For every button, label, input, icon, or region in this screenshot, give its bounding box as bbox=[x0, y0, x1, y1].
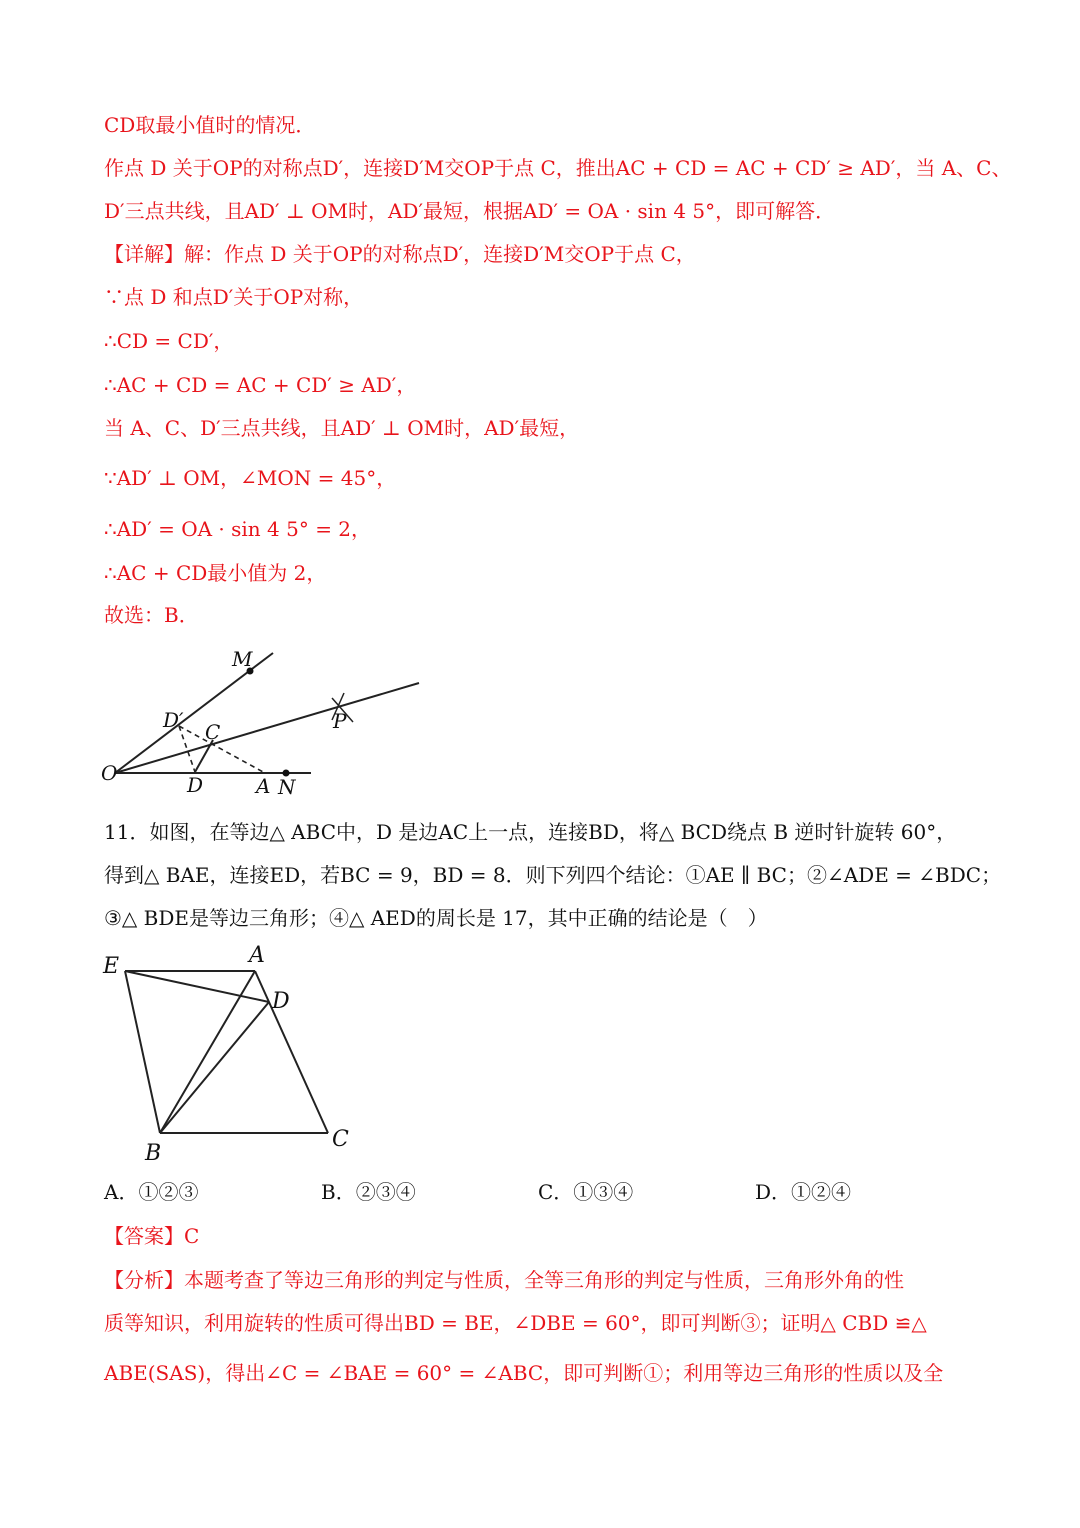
figure-triangles bbox=[95, 940, 365, 1170]
ray-op bbox=[115, 683, 419, 773]
segment-ed bbox=[125, 971, 269, 1002]
answer-line: 【答案】C bbox=[104, 1224, 200, 1248]
label-d-prime: D′ bbox=[163, 708, 184, 732]
option-b: B．②③④ bbox=[321, 1180, 416, 1204]
label-b: B bbox=[145, 1141, 162, 1166]
solution-step-5: ∵AD′ ⊥ OM，∠MON = 45°， bbox=[104, 466, 397, 490]
label-a: A bbox=[256, 774, 271, 798]
segment-eb bbox=[125, 971, 160, 1133]
label-o: O bbox=[101, 761, 118, 785]
figure-angle-mon bbox=[95, 640, 435, 800]
segment-cd bbox=[195, 740, 213, 772]
solution-line-3: D′三点共线，且AD′ ⊥ OM时，AD′最短，根据AD′ = OA · sin 4 5°，即可解答． bbox=[104, 199, 836, 223]
segment-ac bbox=[255, 971, 328, 1133]
solution-line-1: CD取最小值时的情况． bbox=[104, 113, 316, 137]
solution-step-3: ∴AC + CD = AC + CD′ ≥ AD′， bbox=[104, 373, 417, 397]
label-d2: D bbox=[272, 989, 290, 1014]
question-11-line-1: 11．如图，在等边△ ABC中，D 是边AC上一点，连接BD，将△ BCD绕点 B 逆时针旋转 60°， bbox=[104, 820, 957, 844]
analysis-line-2: 质等知识，利用旋转的性质可得出BD = BE，∠DBE = 60°，即可判断③；证明△ CBD ≌△ bbox=[104, 1311, 927, 1335]
solution-detail-heading: 【详解】解：作点 D 关于OP的对称点D′，连接D′M交OP于点 C， bbox=[104, 242, 696, 266]
solution-step-6: ∴AD′ = OA · sin 4 5° = 2， bbox=[104, 517, 372, 541]
solution-step-1: ∵点 D 和点D′关于OP对称， bbox=[104, 285, 364, 309]
label-a2: A bbox=[249, 943, 265, 968]
label-d: D bbox=[187, 773, 204, 797]
solution-step-4: 当 A、C、D′三点共线，且AD′ ⊥ OM时，AD′最短， bbox=[104, 416, 580, 440]
label-p: P bbox=[333, 709, 347, 733]
option-d: D．①②④ bbox=[755, 1180, 852, 1204]
solution-choice: 故选：B． bbox=[104, 603, 199, 627]
label-m: M bbox=[232, 647, 253, 671]
solution-step-7: ∴AC + CD最小值为 2， bbox=[104, 561, 327, 585]
label-c: C bbox=[205, 720, 221, 744]
question-11-line-3: ③△ BDE是等边三角形；④△ AED的周长是 17，其中正确的结论是（ ） bbox=[104, 906, 768, 930]
label-e: E bbox=[103, 954, 120, 979]
label-c2: C bbox=[332, 1127, 349, 1152]
option-c: C．①③④ bbox=[538, 1180, 634, 1204]
question-11-line-2: 得到△ BAE，连接ED，若BC = 9，BD = 8．则下列四个结论：①AE ∥ BC；②∠ADE = ∠BDC； bbox=[104, 863, 1002, 887]
option-a: A．①②③ bbox=[104, 1180, 199, 1204]
segment-bd bbox=[160, 1002, 269, 1133]
label-n: N bbox=[278, 775, 296, 799]
solution-step-2: ∴CD = CD′， bbox=[104, 329, 234, 353]
analysis-line-1: 【分析】本题考查了等边三角形的判定与性质，全等三角形的判定与性质，三角形外角的性 bbox=[104, 1268, 904, 1292]
analysis-line-3: ABE(SAS)，得出∠C = ∠BAE = 60° = ∠ABC，即可判断①；利用等边三角形的性质以及全 bbox=[104, 1361, 944, 1385]
solution-line-2: 作点 D 关于OP的对称点D′，连接D′M交OP于点 C，推出AC + CD = AC + CD′ ≥ AD′，当 A、C、 bbox=[104, 156, 1012, 180]
